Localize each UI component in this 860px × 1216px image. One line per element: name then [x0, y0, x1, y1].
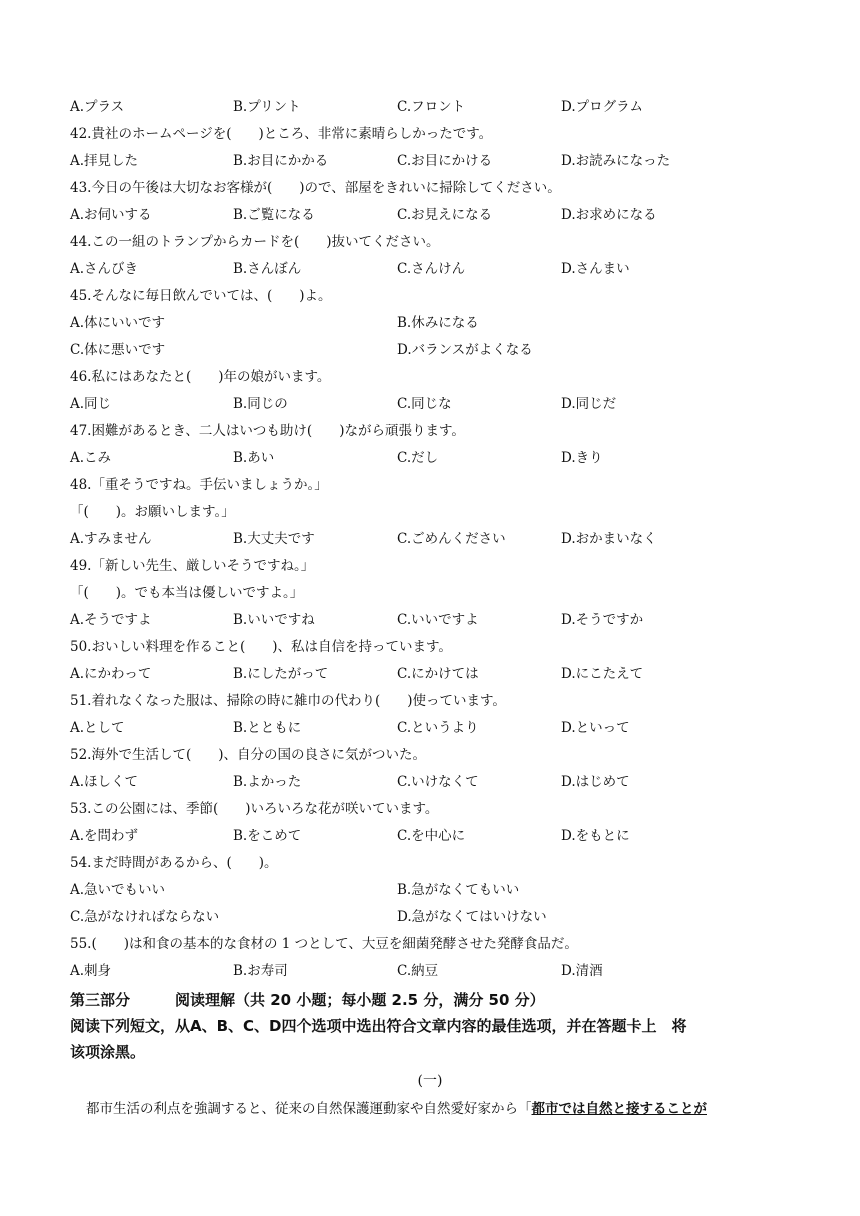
- question-stem: 51.着れなくなった服は、掃除の時に雑巾の代わり( )使っています。: [70, 693, 506, 709]
- option-a: A.急いでもいい: [70, 882, 166, 898]
- section-instruction-cont: 该项涂黑。: [70, 1043, 146, 1061]
- option-c: C.体に悪いです: [70, 342, 166, 358]
- option-b: B.同じの: [233, 396, 288, 412]
- option-c: C.フロント: [397, 99, 466, 115]
- option-d: D.急がなくてはいけない: [397, 909, 547, 925]
- option-b: B.急がなくてもいい: [397, 882, 520, 898]
- option-a: A.すみません: [70, 531, 152, 547]
- option-a: A.プラス: [70, 99, 125, 115]
- passage-underlined-text: 都市では自然と接することが: [531, 1101, 707, 1117]
- passage-line: [86, 1100, 707, 1118]
- option-a: A.刺身: [70, 963, 112, 979]
- option-c: C.お目にかける: [397, 153, 493, 169]
- option-b: B.プリント: [233, 99, 301, 115]
- option-c: C.にかけては: [397, 666, 479, 682]
- question-stem: 54.まだ時間があるから、( )。: [70, 855, 278, 871]
- option-c: C.を中心に: [397, 828, 466, 844]
- question-stem: 53.この公園には、季節( )いろいろな花が咲いています。: [70, 801, 439, 817]
- option-c: C.いいですよ: [397, 612, 479, 628]
- option-a: A.さんびき: [70, 261, 139, 277]
- section-title: 第三部分 阅读理解（共 20 小题；每小题 2.5 分，满分 50 分）: [70, 991, 545, 1009]
- option-c: C.だし: [397, 450, 439, 466]
- option-d: D.さんまい: [561, 261, 630, 277]
- option-a: A.にかわって: [70, 666, 152, 682]
- option-a: A.として: [70, 720, 125, 736]
- question-stem: 43.今日の午後は大切なお客様が( )ので、部屋をきれいに掃除してください。: [70, 180, 561, 196]
- option-c: C.というより: [397, 720, 479, 736]
- option-a: A.ほしくて: [70, 774, 139, 790]
- option-b: B.お目にかかる: [233, 153, 329, 169]
- question-stem-reply: 「( )。でも本当は優しいですよ。」: [70, 585, 304, 601]
- option-a: A.こみ: [70, 450, 112, 466]
- option-c: C.急がなければならない: [70, 909, 220, 925]
- question-stem: 48.「重そうですね。手伝いましょうか。」: [70, 477, 328, 493]
- option-d: D.お読みになった: [561, 153, 671, 169]
- question-stem: 46.私にはあなたと( )年の娘がいます。: [70, 369, 331, 385]
- option-c: C.同じな: [397, 396, 452, 412]
- question-stem: 55.( )は和食の基本的な食材の 1 つとして、大豆を細菌発酵させた発酵食品だ。: [70, 936, 578, 952]
- option-d: D.お求めになる: [561, 207, 657, 223]
- option-b: B.休みになる: [397, 315, 479, 331]
- option-b: B.さんぼん: [233, 261, 302, 277]
- question-stem: 45.そんなに毎日飲んでいては、( )よ。: [70, 288, 332, 304]
- option-d: D.をもとに: [561, 828, 630, 844]
- option-a: A.お伺いする: [70, 207, 152, 223]
- option-d: D.バランスがよくなる: [397, 342, 533, 358]
- option-d: D.清酒: [561, 963, 603, 979]
- question-stem: 52.海外で生活して( )、自分の国の良さに気がついた。: [70, 747, 427, 763]
- option-d: D.同じだ: [561, 396, 617, 412]
- option-a: A.体にいいです: [70, 315, 166, 331]
- question-stem: 50.おいしい料理を作ること( )、私は自信を持っています。: [70, 639, 452, 655]
- option-c: C.納豆: [397, 963, 439, 979]
- passage-text: 都市生活の利点を強調すると、従来の自然保護運動家や自然愛好家から「: [86, 1101, 532, 1117]
- option-d: D.にこたえて: [561, 666, 644, 682]
- question-stem: 47.困難があるとき、二人はいつも助け( )ながら頑張ります。: [70, 423, 465, 439]
- question-stem: 44.この一組のトランプからカードを( )抜いてください。: [70, 234, 440, 250]
- option-b: B.お寿司: [233, 963, 288, 979]
- option-d: D.きり: [561, 450, 603, 466]
- option-b: B.大丈夫です: [233, 531, 315, 547]
- option-c: C.お見えになる: [397, 207, 493, 223]
- option-b: B.ご覧になる: [233, 207, 315, 223]
- option-b: B.よかった: [233, 774, 302, 790]
- option-c: C.いけなくて: [397, 774, 479, 790]
- option-c: C.ごめんください: [397, 531, 506, 547]
- question-stem-reply: 「( )。お願いします。」: [70, 504, 235, 520]
- passage-number: (一): [417, 1073, 443, 1089]
- option-c: C.さんけん: [397, 261, 466, 277]
- option-b: B.あい: [233, 450, 275, 466]
- question-stem: 42.貴社のホームページを( )ところ、非常に素晴らしかったです。: [70, 126, 493, 142]
- question-stem: 49.「新しい先生、厳しいそうですね。」: [70, 558, 315, 574]
- option-a: A.そうですよ: [70, 612, 152, 628]
- option-b: B.をこめて: [233, 828, 302, 844]
- option-a: A.同じ: [70, 396, 112, 412]
- option-a: A.を問わず: [70, 828, 139, 844]
- option-a: A.拝見した: [70, 153, 139, 169]
- option-b: B.にしたがって: [233, 666, 329, 682]
- option-b: B.とともに: [233, 720, 302, 736]
- option-d: D.はじめて: [561, 774, 630, 790]
- option-d: D.おかまいなく: [561, 531, 657, 547]
- option-d: D.プログラム: [561, 99, 643, 115]
- section-instruction: 阅读下列短文，从A、B、C、D四个选项中选出符合文章内容的最佳选项，并在答题卡上 将: [70, 1017, 687, 1035]
- option-b: B.いいですね: [233, 612, 315, 628]
- option-d: D.そうですか: [561, 612, 644, 628]
- option-d: D.といって: [561, 720, 630, 736]
